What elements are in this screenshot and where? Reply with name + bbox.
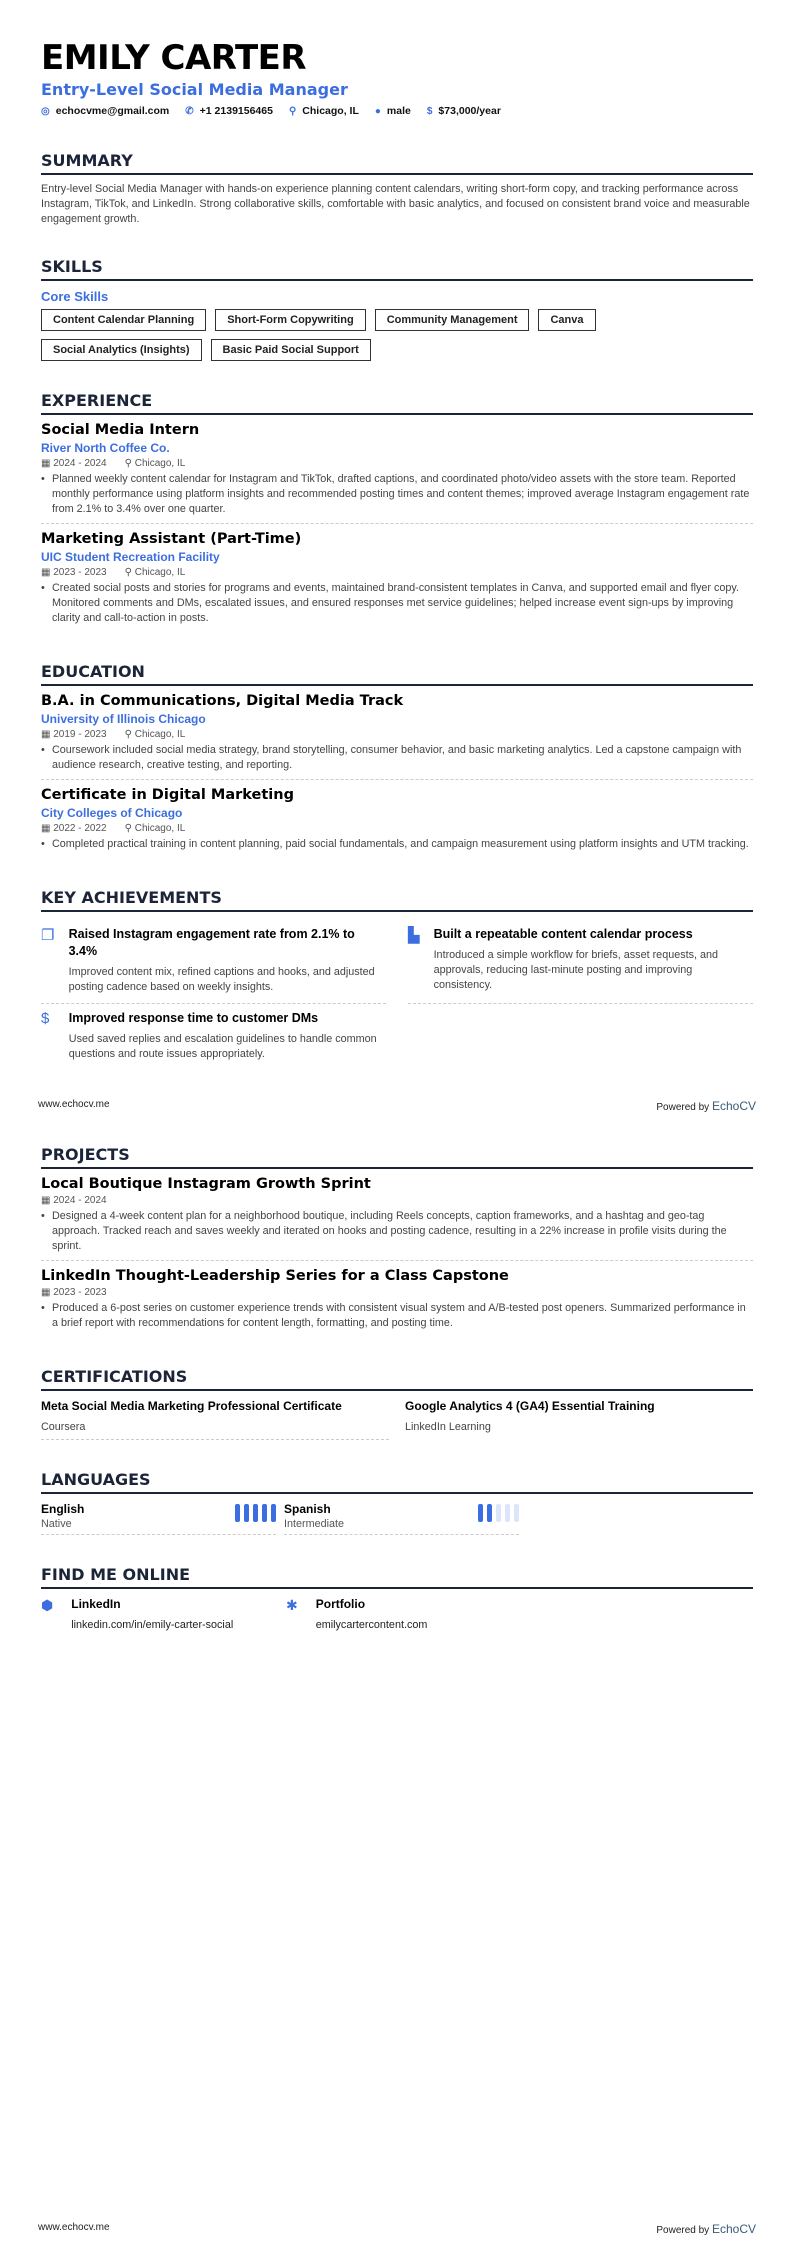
location: [125, 729, 186, 740]
location-icon: ⚲: [288, 105, 297, 117]
location-text: Chicago, IL: [134, 567, 186, 578]
contact-text: Chicago, IL: [302, 105, 359, 117]
language-name: Spanish: [284, 1502, 331, 1516]
date-range: [41, 1287, 107, 1298]
date-range: [41, 729, 107, 740]
education-entry: [41, 686, 753, 780]
online-section: [41, 1565, 753, 1631]
language-level: Native: [41, 1518, 72, 1530]
location-text: Chicago, IL: [134, 823, 186, 834]
school-name: City Colleges of Chicago: [41, 806, 183, 820]
section-title: LANGUAGES: [41, 1470, 753, 1494]
section-title: SKILLS: [41, 257, 753, 281]
section-title: SUMMARY: [41, 151, 753, 175]
achievement-text: Improved content mix, refined captions and hooks, and adjusted posting cadence based on weekly insights.: [68, 966, 375, 993]
project-entry: [41, 1261, 753, 1337]
proficiency-bar: [253, 1504, 258, 1522]
projects-section: [41, 1145, 753, 1337]
degree-title: B.A. in Communications, Digital Media Track: [41, 693, 404, 709]
proficiency-bar: [235, 1504, 240, 1522]
company-name: River North Coffee Co.: [41, 441, 170, 455]
date-range: [41, 567, 107, 578]
proficiency-bar: [496, 1504, 501, 1522]
achievement-card: [408, 920, 753, 1004]
entry-bullet: • Coursework included social media strategy, brand storytelling, consumer behavior, and basic marketing analytics. Led a capstone campaign with audience research, creative testing, and reporting.: [41, 743, 753, 773]
location: [125, 823, 186, 834]
certification-name: Meta Social Media Marketing Professional Certificate: [41, 1399, 342, 1413]
project-entry: [41, 1169, 753, 1261]
online-name: Portfolio: [315, 1597, 366, 1611]
contact-bar: [41, 105, 753, 117]
contact-text: male: [386, 105, 411, 117]
date-text: 2023 - 2023: [53, 1287, 107, 1298]
location: [125, 567, 186, 578]
chart-file-icon: ▙: [408, 927, 420, 944]
contact-text: $73,000/year: [438, 105, 501, 117]
entry-meta: [41, 729, 753, 740]
date-text: 2024 - 2024: [53, 458, 107, 469]
skill-tag: Content Calendar Planning: [41, 309, 206, 331]
brand-logo: EchoCV: [711, 1099, 756, 1113]
calendar-icon: ▦: [41, 567, 54, 578]
entry-meta: [41, 458, 753, 469]
section-title: CERTIFICATIONS: [41, 1367, 753, 1391]
language-level: Intermediate: [284, 1518, 345, 1530]
proficiency-bar: [478, 1504, 483, 1522]
candidate-name: EMILY CARTER: [41, 38, 307, 78]
skill-tag: Basic Paid Social Support: [211, 339, 371, 361]
project-title: Local Boutique Instagram Growth Sprint: [41, 1176, 371, 1192]
education-entry: [41, 780, 753, 858]
location-icon: ⚲: [124, 567, 135, 578]
powered-label: Powered by: [656, 1102, 710, 1113]
proficiency-bars: [235, 1502, 276, 1530]
contact-text: +1 2139156465: [199, 105, 273, 117]
language-item: [284, 1502, 519, 1535]
language-list: [41, 1502, 753, 1535]
entry-meta: [41, 823, 753, 834]
proficiency-bars: [478, 1502, 519, 1530]
contact-salary: [427, 105, 501, 117]
achievements-section: [41, 888, 753, 1070]
project-title: LinkedIn Thought-Leadership Series for a Class Capstone: [41, 1268, 509, 1284]
page-2: [0, 1123, 794, 2246]
contact-location: [289, 105, 359, 117]
skill-tag: Social Analytics (Insights): [41, 339, 202, 361]
location-icon: ⚲: [124, 458, 135, 469]
powered-by: [656, 2222, 756, 2236]
degree-title: Certificate in Digital Marketing: [41, 787, 294, 803]
job-title: Marketing Assistant (Part-Time): [41, 531, 302, 547]
date-range: [41, 823, 107, 834]
money-icon: $: [426, 105, 433, 117]
calendar-icon: ▦: [41, 1195, 54, 1206]
certifications-section: [41, 1367, 753, 1440]
skills-section: [41, 257, 753, 361]
certification-item: [405, 1399, 753, 1440]
achievement-title: Raised Instagram engagement rate from 2.1% to 3.4%: [68, 927, 355, 958]
entry-bullet: • Created social posts and stories for programs and events, maintained brand-consistent templates in Canva, and supported email and flyer copy. Monitored comments and DMs, escalated issues, and ensured responses met service guidelines; helped increase event sign-ups by improving clarity and call-to-action in posts.: [41, 581, 753, 626]
date-text: 2023 - 2023: [53, 567, 107, 578]
proficiency-bar: [487, 1504, 492, 1522]
language-name: English: [41, 1502, 85, 1516]
entry-bullet: • Designed a 4-week content plan for a neighborhood boutique, including Reels concepts, caption frameworks, and a hashtag and geo-tag approach. Tracked reach and saves weekly and iterated on hooks and posting cadence, resulting in a 22% increase in profile visits during the sprint.: [41, 1209, 753, 1254]
school-name: University of Illinois Chicago: [41, 712, 206, 726]
page-footer: [38, 2222, 756, 2236]
date-text: 2024 - 2024: [53, 1195, 107, 1206]
section-title: FIND ME ONLINE: [41, 1565, 753, 1589]
proficiency-bar: [514, 1504, 519, 1522]
online-item-linkedin[interactable]: [41, 1597, 246, 1631]
online-url[interactable]: linkedin.com/in/emily-carter-social: [71, 1619, 234, 1631]
calendar-icon: ▦: [41, 1287, 54, 1298]
entry-meta: [41, 1195, 753, 1206]
at-icon: ◎: [41, 105, 50, 117]
candidate-role: Entry-Level Social Media Manager: [41, 80, 348, 99]
job-title: Social Media Intern: [41, 422, 200, 438]
achievement-card: [41, 920, 386, 1004]
entry-bullet: • Planned weekly content calendar for Instagram and TikTok, drafted captions, and coordinated photo/video assets with the store team. Reported monthly performance using platform insights and recommended posting times and content themes; improved average Instagram engagement rate from 2.1% to 3.4% over one quarter.: [41, 472, 753, 517]
summary-text: Entry-level Social Media Manager with hands-on experience planning content calendars, writing short-form copy, and tracking performance across Instagram, TikTok, and LinkedIn. Strong collaborative skills, comfortable with basic analytics, and focused on consistent brand voice and measurable engagement growth.: [41, 183, 750, 225]
achievement-grid: [41, 920, 753, 1070]
skill-group-title: Core Skills: [41, 289, 109, 304]
achievement-title: Built a repeatable content calendar process: [433, 927, 693, 941]
date-range: [41, 458, 107, 469]
user-icon: ●: [374, 105, 381, 117]
skill-tag: Short-Form Copywriting: [215, 309, 366, 331]
certification-item: [41, 1399, 389, 1440]
language-item: [41, 1502, 276, 1535]
footer-site-link[interactable]: www.echocv.me: [38, 2222, 110, 2233]
achievement-card: [41, 1004, 386, 1070]
section-title: EXPERIENCE: [41, 391, 753, 415]
invoice-icon: $: [41, 1010, 50, 1027]
contact-text: echocvme@gmail.com: [55, 105, 170, 117]
calendar-icon: ▦: [41, 458, 54, 469]
online-url[interactable]: emilycartercontent.com: [315, 1619, 428, 1631]
powered-label: Powered by: [656, 2225, 710, 2236]
skill-tag: Canva: [538, 309, 595, 331]
experience-entry: [41, 524, 753, 632]
calendar-icon: ▦: [41, 823, 54, 834]
date-text: 2022 - 2022: [53, 823, 107, 834]
achievement-text: Introduced a simple workflow for briefs, asset requests, and approvals, reducing last-minute posting and improving consistency.: [433, 949, 719, 991]
location-text: Chicago, IL: [134, 729, 186, 740]
phone-icon: ✆: [185, 105, 194, 117]
proficiency-bar: [244, 1504, 249, 1522]
company-name: UIC Student Recreation Facility: [41, 550, 220, 564]
languages-section: [41, 1470, 753, 1535]
location-icon: ⚲: [124, 823, 135, 834]
contact-gender: [375, 105, 411, 117]
section-title: KEY ACHIEVEMENTS: [41, 888, 753, 912]
date-text: 2019 - 2023: [53, 729, 107, 740]
page-footer: [38, 1099, 756, 1113]
entry-bullet: • Produced a 6-post series on customer experience trends with consistent visual system and A/B-tested post openers. Summarized performance in a brief report with recommendations for content length, formatting, and posting time.: [41, 1301, 753, 1331]
entry-meta: [41, 567, 753, 578]
contact-phone[interactable]: [185, 105, 273, 117]
achievement-text: Used saved replies and escalation guidelines to handle common questions and route issues appropriately.: [68, 1033, 377, 1060]
skill-tag: Community Management: [375, 309, 530, 331]
cube-icon: ⬢: [41, 1597, 54, 1613]
date-range: [41, 1195, 107, 1206]
location-icon: ⚲: [124, 729, 135, 740]
entry-bullet: • Completed practical training in content planning, paid social fundamentals, and campaign measurement using platform insights and UTM tracking.: [41, 837, 753, 852]
certification-issuer: Coursera: [41, 1421, 86, 1433]
online-item-portfolio[interactable]: [286, 1597, 491, 1631]
footer-site-link[interactable]: www.echocv.me: [38, 1099, 110, 1110]
online-name: LinkedIn: [71, 1597, 121, 1611]
online-list: [41, 1597, 753, 1631]
skill-tags: [41, 309, 753, 361]
powered-by: [656, 1099, 756, 1113]
experience-entry: [41, 415, 753, 524]
location-text: Chicago, IL: [134, 458, 186, 469]
section-title: EDUCATION: [41, 662, 753, 686]
proficiency-bar: [262, 1504, 267, 1522]
location: [125, 458, 186, 469]
summary-section: [41, 151, 753, 227]
experience-section: [41, 391, 753, 632]
certification-name: Google Analytics 4 (GA4) Essential Training: [405, 1399, 655, 1413]
proficiency-bar: [505, 1504, 510, 1522]
certification-issuer: LinkedIn Learning: [405, 1421, 491, 1433]
achievement-title: Improved response time to customer DMs: [68, 1011, 319, 1025]
entry-meta: [41, 1287, 753, 1298]
contact-email[interactable]: [41, 105, 169, 117]
bug-icon: ✱: [286, 1597, 298, 1613]
calendar-icon: ▦: [41, 729, 54, 740]
brand-logo: EchoCV: [711, 2222, 756, 2236]
certification-list: [41, 1399, 753, 1440]
files-icon: ❐: [41, 927, 55, 944]
proficiency-bar: [271, 1504, 276, 1522]
education-section: [41, 662, 753, 858]
section-title: PROJECTS: [41, 1145, 753, 1169]
